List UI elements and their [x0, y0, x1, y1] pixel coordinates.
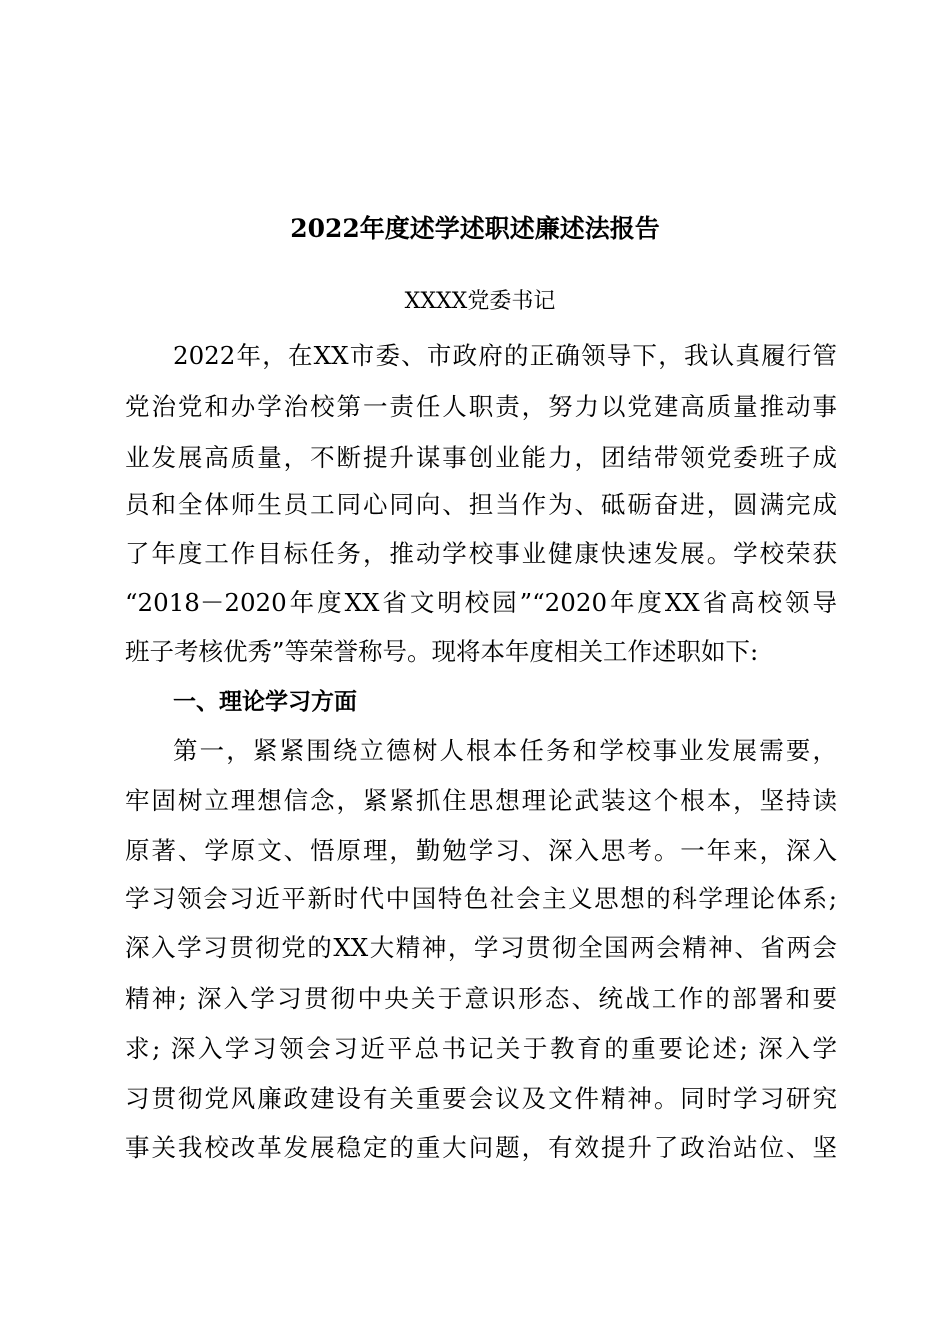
paragraph-line: 精神; 深入学习贯彻中央关于意识形态、统战工作的部署和要 — [125, 984, 837, 1013]
paragraph-line: 2022年，在XX市委、市政府的正确领导下，我认真履行管 — [173, 341, 837, 370]
paragraph-line: 班子考核优秀”等荣誉称号。现将本年度相关工作述职如下: — [125, 637, 759, 666]
paragraph-line: 学习领会习近平新时代中国特色社会主义思想的科学理论体系; — [125, 884, 837, 913]
paragraph-line: 第一，紧紧围绕立德树人根本任务和学校事业发展需要， — [173, 736, 837, 765]
document-author: XXXX党委书记 — [404, 289, 556, 314]
paragraph-line: 了年度工作目标任务，推动学校事业健康快速发展。学校荣获 — [125, 539, 837, 568]
paragraph-line: 业发展高质量，不断提升谋事创业能力，团结带领党委班子成 — [125, 443, 837, 472]
paragraph-line: 牢固树立理想信念，紧紧抓住思想理论武装这个根本，坚持读 — [125, 786, 837, 815]
paragraph-line: 员和全体师生员工同心同向、担当作为、砥砺奋进，圆满完成 — [125, 490, 837, 519]
section-heading: 一、理论学习方面 — [173, 689, 357, 715]
paragraph-line: 原著、学原文、悟原理，勤勉学习、深入思考。一年来，深入 — [125, 836, 837, 865]
paragraph-line: 习贯彻党风廉政建设有关重要会议及文件精神。同时学习研究 — [125, 1084, 837, 1113]
paragraph-line: 求; 深入学习领会习近平总书记关于教育的重要论述; 深入学 — [125, 1034, 837, 1063]
paragraph-line: 党治党和办学治校第一责任人职责，努力以党建高质量推动事 — [125, 392, 837, 421]
paragraph-line: 深入学习贯彻党的XX大精神，学习贯彻全国两会精神、省两会 — [125, 933, 837, 962]
paragraph-line: 事关我校改革发展稳定的重大问题，有效提升了政治站位、坚 — [125, 1133, 837, 1162]
document-title: 2022年度述学述职述廉述法报告 — [290, 214, 660, 243]
paragraph-line: “2018－2020年度XX省文明校园”“2020年度XX省高校领导 — [125, 588, 837, 617]
